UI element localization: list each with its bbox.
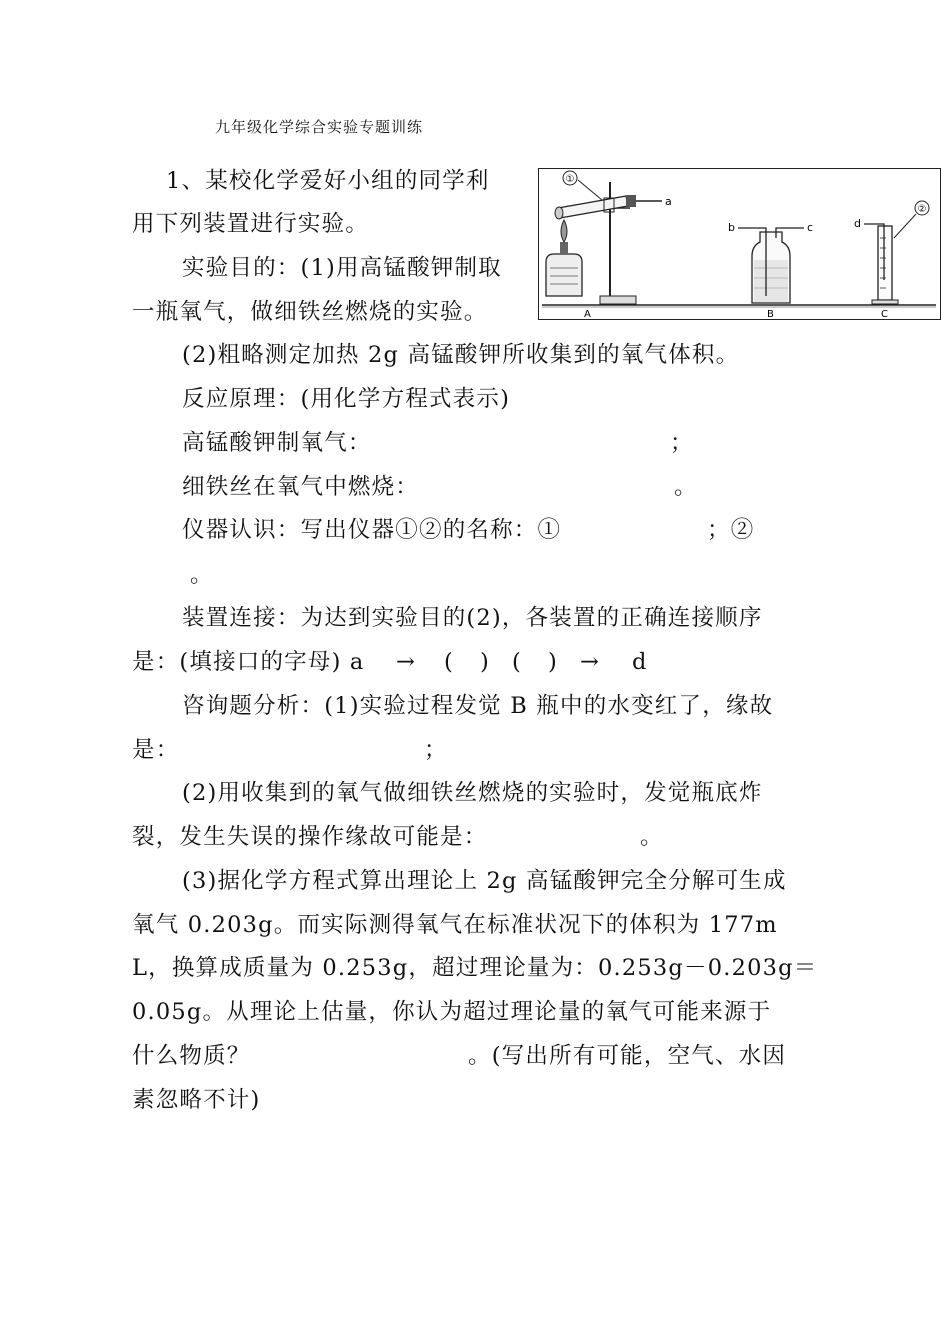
question-line: 氧气 0.203g。而实际测得氧气在标准状况下的体积为 177m xyxy=(132,912,778,938)
label-c: c xyxy=(807,221,814,234)
question-line: L，换算成质量为 0.253g，超过理论量为：0.253g－0.203g＝ xyxy=(132,955,818,981)
question-line: (3)据化学方程式算出理论上 2g 高锰酸钾完全分解可生成 xyxy=(182,868,787,894)
answer-blank-end: ； xyxy=(670,430,694,456)
label-d: d xyxy=(854,217,861,230)
question-line: 用下列装置进行实验。 xyxy=(132,211,370,237)
question-line: 细铁丝在氧气中燃烧： xyxy=(182,474,420,500)
question-line: (2)用收集到的氧气做细铁丝燃烧的实验时，发觉瓶底炸 xyxy=(182,780,763,806)
question-line: 0.05g。从理论上估量，你认为超过理论量的氧气可能来源于 xyxy=(132,999,772,1025)
label-B: B xyxy=(767,309,774,320)
question-line: 素忽略不计) xyxy=(132,1087,261,1113)
connection-bracket: ) xyxy=(480,649,490,675)
question-line: 是：(填接口的字母) a xyxy=(132,649,365,675)
connection-bracket: ( xyxy=(444,649,454,675)
page-title: 九年级化学综合实验专题训练 xyxy=(215,118,424,136)
apparatus-diagram xyxy=(538,168,941,320)
question-line: 仪器认识：写出仪器①②的名称：① xyxy=(182,517,562,543)
question-line: 什么物质？ xyxy=(132,1043,251,1069)
question-line: 高锰酸钾制氧气： xyxy=(182,430,372,456)
apparatus-figure xyxy=(538,168,941,320)
question-line: 1、某校化学爱好小组的同学利 xyxy=(166,168,490,194)
question-line: 。(写出所有可能，空气、水因 xyxy=(468,1043,787,1069)
label-C: C xyxy=(881,309,888,320)
question-line: 裂，发生失误的操作缘故可能是： xyxy=(132,824,488,850)
question-line: 咨询题分析：(1)实验过程发觉 B 瓶中的水变红了，缘故 xyxy=(182,693,774,719)
label-1: ① xyxy=(565,174,575,185)
question-line: 一瓶氧气，做细铁丝燃烧的实验。 xyxy=(132,299,488,325)
label-A: A xyxy=(584,309,591,320)
answer-blank-end: 。 xyxy=(190,562,214,588)
connection-arrow: → xyxy=(580,649,601,675)
answer-blank-end: ； xyxy=(424,737,448,763)
question-line: (2)粗略测定加热 2g 高锰酸钾所收集到的氧气体积。 xyxy=(182,342,740,368)
label-2: ② xyxy=(917,204,927,215)
apparatus-b xyxy=(738,228,804,303)
connection-bracket: ( xyxy=(512,649,522,675)
label-a: a xyxy=(665,195,672,208)
question-line: 装置连接：为达到实验目的(2)，各装置的正确连接顺序 xyxy=(182,605,763,631)
apparatus-c xyxy=(864,201,929,304)
apparatus-a xyxy=(546,171,662,304)
question-line: 反应原理：(用化学方程式表示) xyxy=(182,386,511,412)
question-line: 实验目的：(1)用高锰酸钾制取 xyxy=(182,255,502,281)
connection-end: d xyxy=(632,649,648,675)
question-line: 是： xyxy=(132,737,180,763)
connection-bracket: ) xyxy=(548,649,558,675)
answer-blank-end: 。 xyxy=(674,474,698,500)
answer-blank-end: ；② xyxy=(707,517,755,543)
connection-arrow: → xyxy=(396,649,417,675)
label-b: b xyxy=(728,221,735,234)
answer-blank-end: 。 xyxy=(640,824,664,850)
